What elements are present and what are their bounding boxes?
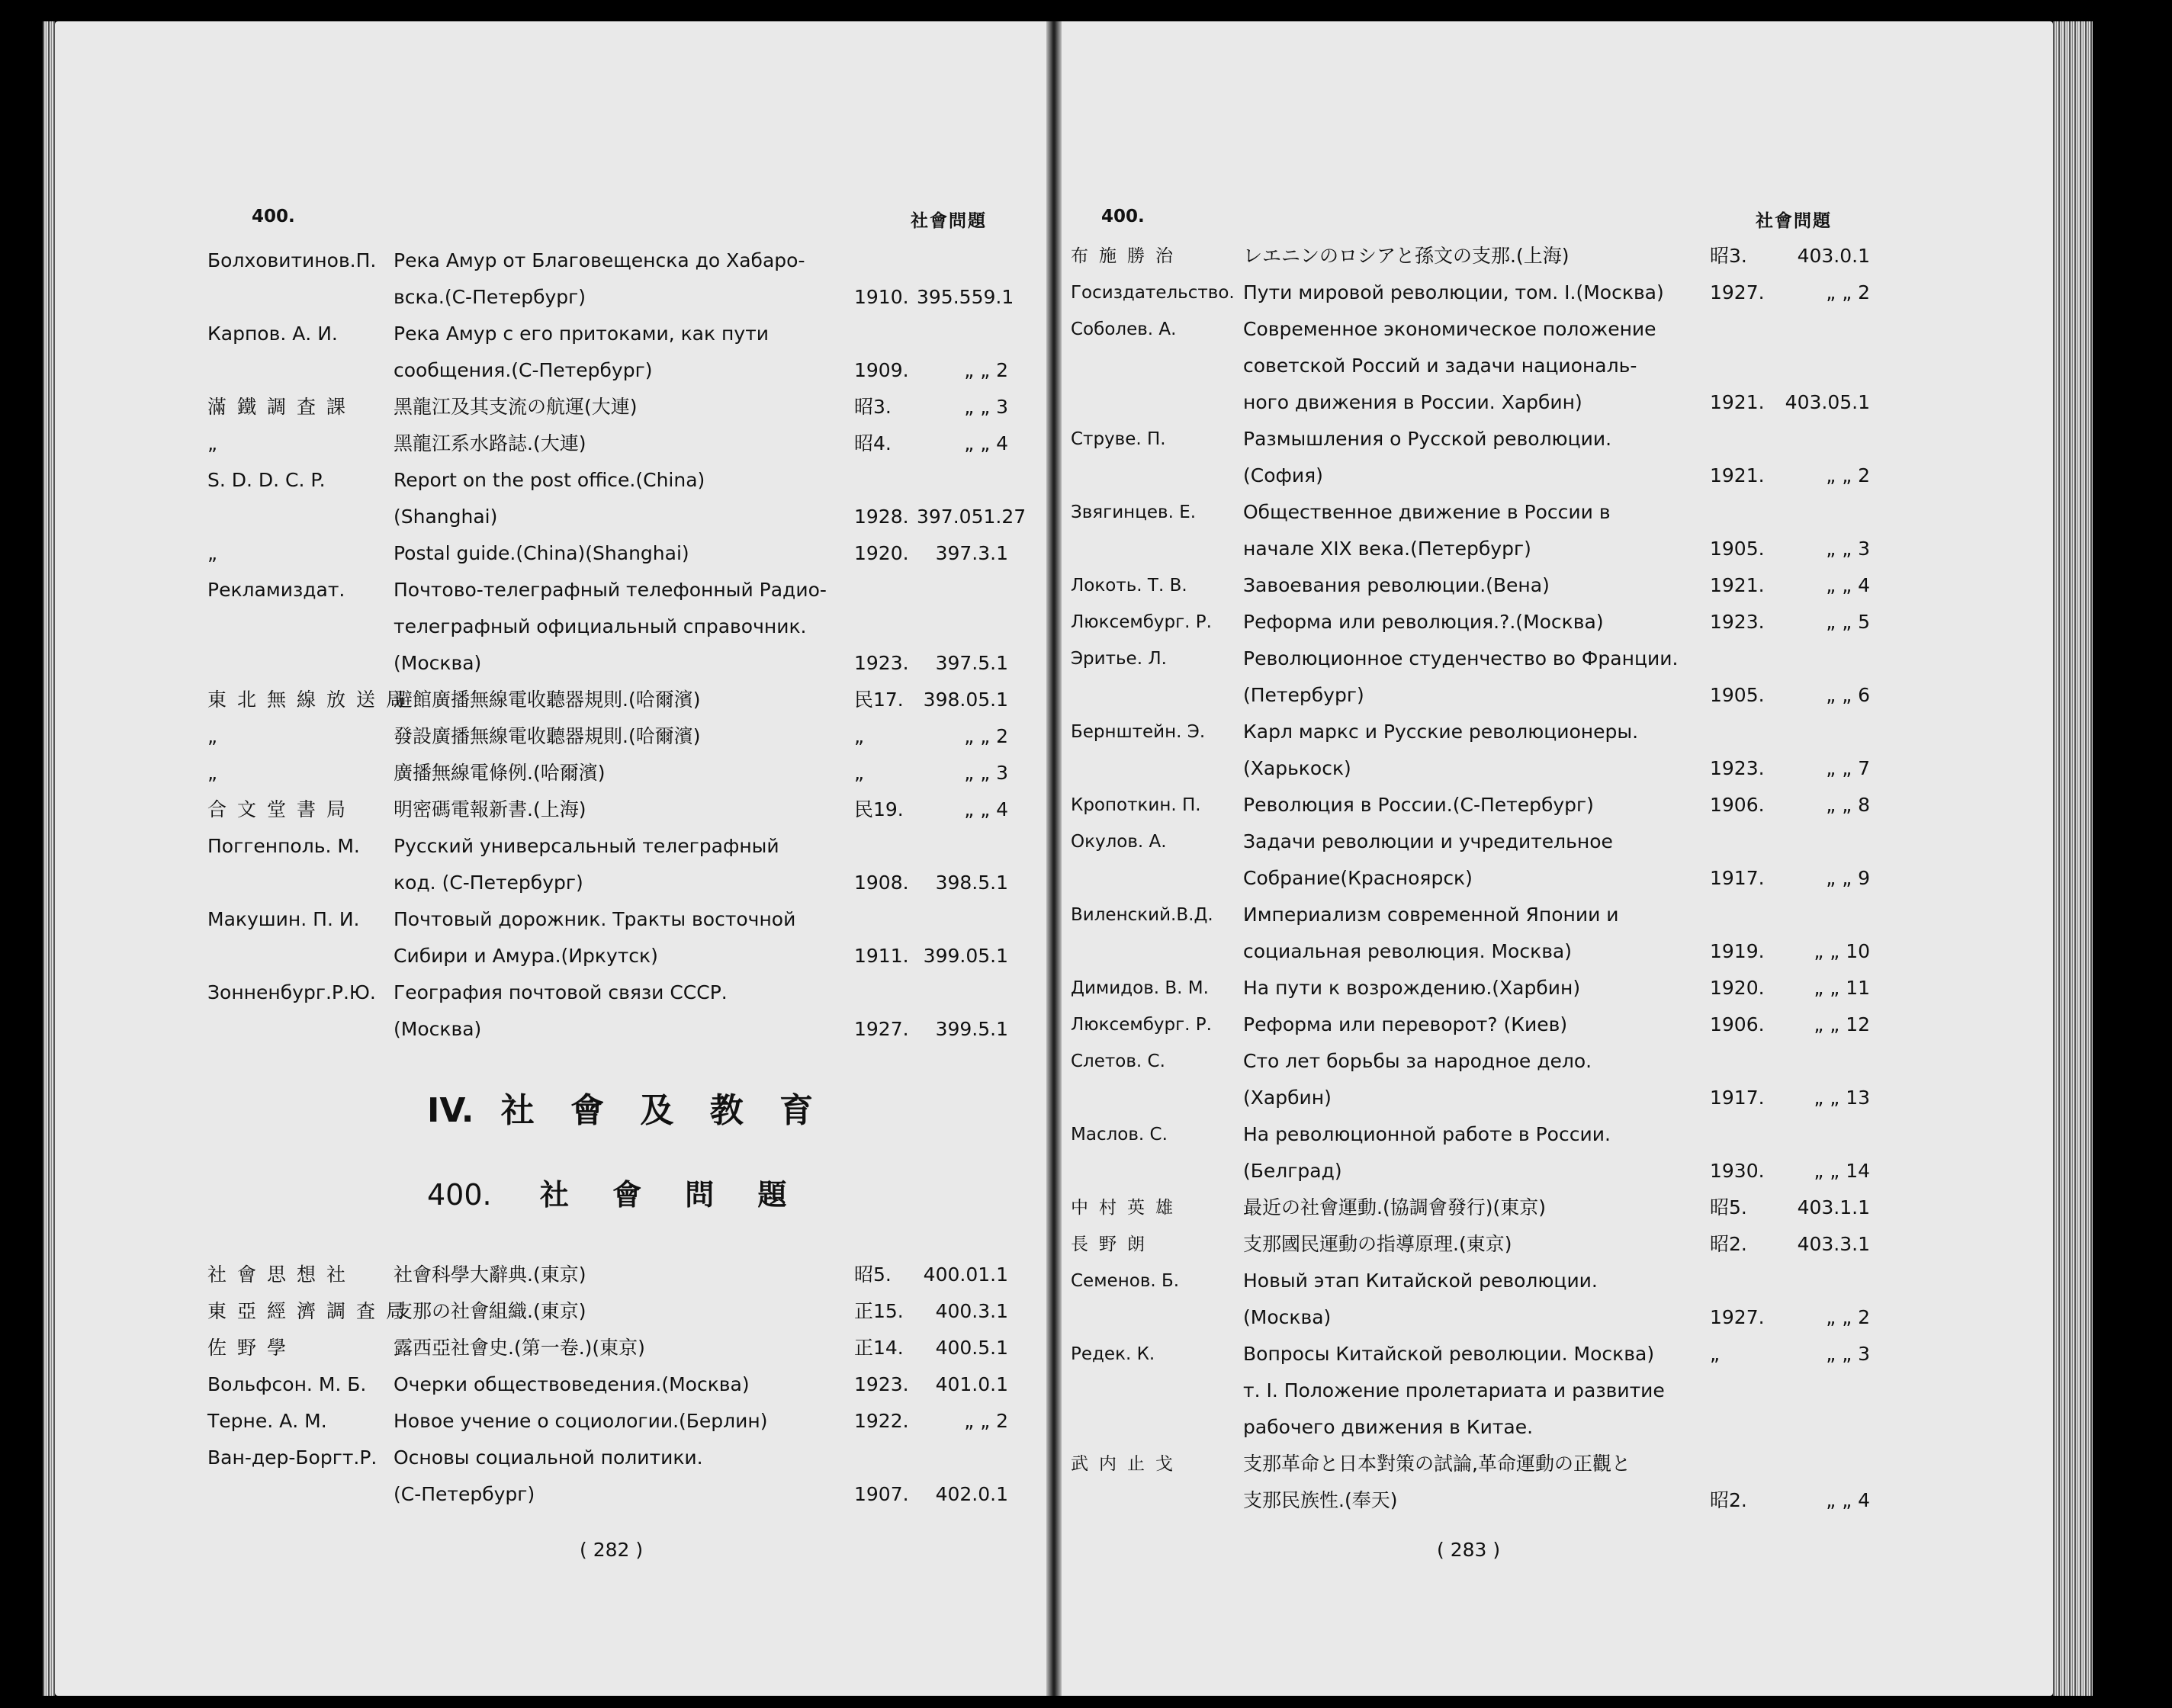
entry-year: 昭5. bbox=[854, 1263, 892, 1286]
entry-year: 1906. bbox=[1710, 794, 1765, 816]
entry-class-number: 401.0.1 bbox=[935, 1373, 1008, 1395]
entry-author: Звягинцев. Е. bbox=[1071, 502, 1197, 522]
entry-class-number: 395.559.1 bbox=[917, 286, 1014, 308]
section-title: 社 會 及 教 育 bbox=[500, 1091, 826, 1130]
entry-year: 昭3. bbox=[854, 396, 892, 418]
entry-class-number: „ „ 2 bbox=[1826, 281, 1870, 303]
entry-row bbox=[1062, 933, 2053, 970]
entry-class-number: „ „ 4 bbox=[1826, 1489, 1870, 1511]
entry-row bbox=[1062, 824, 2053, 860]
entry-title: 支那國民運動の指導原理.(東京) bbox=[1243, 1233, 1512, 1255]
entry-title: Собрание(Красноярск) bbox=[1243, 867, 1473, 889]
entry-title: (С-Петербург) bbox=[394, 1483, 535, 1505]
entry-row bbox=[1062, 970, 2053, 1006]
entry-author: Семенов. Б. bbox=[1071, 1271, 1180, 1291]
entry-class-number: 399.5.1 bbox=[935, 1018, 1008, 1040]
entry-year: 1920. bbox=[854, 542, 909, 564]
entry-row bbox=[55, 682, 1046, 718]
entry-title: レエニンのロシアと孫文の支那.(上海) bbox=[1243, 245, 1570, 267]
entry-row bbox=[55, 718, 1046, 755]
entry-year: 1921. bbox=[1710, 464, 1765, 486]
entry-class-number: „ „ 3 bbox=[1826, 538, 1870, 560]
entry-year: 1923. bbox=[1710, 757, 1765, 779]
entry-row bbox=[55, 1476, 1046, 1513]
entry-row bbox=[1062, 531, 2053, 567]
entry-author: Эритье. Л. bbox=[1071, 649, 1167, 669]
entry-row bbox=[55, 865, 1046, 901]
entry-year: 1920. bbox=[1710, 977, 1765, 999]
entry-year: 1921. bbox=[1710, 391, 1765, 413]
entry-title: Империализм современной Японии и bbox=[1243, 904, 1619, 926]
entry-row bbox=[1062, 1116, 2053, 1153]
entry-class-number: „ „ 11 bbox=[1814, 977, 1870, 999]
right-page bbox=[1062, 21, 2053, 1696]
entry-title: (Москва) bbox=[1243, 1306, 1332, 1328]
entry-title: (Харбин) bbox=[1243, 1087, 1332, 1109]
entry-year: 1927. bbox=[854, 1018, 909, 1040]
right-page-edge bbox=[2053, 21, 2093, 1696]
entry-row bbox=[55, 1330, 1046, 1366]
entry-class-number: 402.0.1 bbox=[935, 1483, 1008, 1505]
entry-year: 正15. bbox=[854, 1300, 904, 1322]
entry-author: Люксембург. Р. bbox=[1071, 612, 1212, 632]
entry-author: Терне. А. М. bbox=[207, 1410, 327, 1432]
entry-author: Вольфсон. М. Б. bbox=[207, 1373, 367, 1395]
entry-year: 1910. bbox=[854, 286, 909, 308]
entry-year: 1905. bbox=[1710, 684, 1765, 706]
section-heading bbox=[427, 1083, 825, 1132]
entry-author: Госиздательство. bbox=[1071, 283, 1235, 303]
entry-row bbox=[1062, 750, 2053, 787]
entry-title: (Петербург) bbox=[1243, 684, 1364, 706]
entry-row bbox=[1062, 1190, 2053, 1226]
entry-author: Редек. К. bbox=[1071, 1344, 1155, 1364]
entry-year: 1919. bbox=[1710, 940, 1765, 962]
entry-author: Поггенполь. М. bbox=[207, 835, 360, 857]
entry-title: (София) bbox=[1243, 464, 1323, 486]
entry-title: ного движения в России. Харбин) bbox=[1243, 391, 1582, 413]
entry-title: 廣播無線電條例.(哈爾濱) bbox=[394, 762, 606, 784]
entry-author: Маслов. С. bbox=[1071, 1125, 1168, 1145]
entry-title: Современное экономическое положение bbox=[1243, 318, 1656, 340]
entry-class-number: 403.3.1 bbox=[1797, 1233, 1870, 1255]
entry-row bbox=[55, 425, 1046, 462]
entry-title: Размышления о Русской революции. bbox=[1243, 428, 1612, 450]
entry-author: Люксембург. Р. bbox=[1071, 1015, 1212, 1035]
entry-row bbox=[1062, 384, 2053, 421]
entry-row bbox=[55, 462, 1046, 499]
entry-row bbox=[1062, 860, 2053, 897]
entry-title: Сто лет борьбы за народное дело. bbox=[1243, 1050, 1592, 1072]
entry-row bbox=[1062, 274, 2053, 311]
entry-title: 社會科學大辭典.(東京) bbox=[394, 1263, 586, 1286]
entry-class-number: 397.5.1 bbox=[935, 652, 1008, 674]
entry-row bbox=[1062, 494, 2053, 531]
entry-author: Рекламиздат. bbox=[207, 579, 345, 601]
entry-class-number: „ „ 4 bbox=[964, 798, 1008, 820]
entry-year: 昭2. bbox=[1710, 1489, 1747, 1511]
entry-author: 長野朗 bbox=[1071, 1234, 1155, 1254]
entry-year: „ bbox=[854, 762, 864, 784]
entry-row bbox=[1062, 787, 2053, 824]
entry-title: код. (С-Петербург) bbox=[394, 872, 583, 894]
entry-class-number: „ „ 14 bbox=[1814, 1160, 1870, 1182]
entry-author: Виленский.В.Д. bbox=[1071, 905, 1213, 925]
entry-title: Новое учение о социологии.(Берлин) bbox=[394, 1410, 768, 1432]
entry-author: 佐野學 bbox=[207, 1337, 297, 1359]
entry-title: Сибири и Амура.(Иркутск) bbox=[394, 945, 658, 967]
entry-title: Задачи революции и учредительное bbox=[1243, 830, 1613, 852]
entry-author: Макушин. П. И. bbox=[207, 908, 360, 930]
entry-class-number: „ „ 5 bbox=[1826, 611, 1870, 633]
entry-title: Почтово-телеграфный телефонный Радио- bbox=[394, 579, 827, 601]
entry-year: 1905. bbox=[1710, 538, 1765, 560]
entry-title: Русский универсальный телеграфный bbox=[394, 835, 779, 857]
entry-title: т. I. Положение пролетариата и развитие bbox=[1243, 1379, 1665, 1401]
entry-row bbox=[55, 279, 1046, 316]
entry-class-number: 403.0.1 bbox=[1797, 245, 1870, 267]
entry-class-number: „ „ 2 bbox=[964, 1410, 1008, 1432]
entry-row bbox=[1062, 1263, 2053, 1299]
entry-author: Бернштейн. Э. bbox=[1071, 722, 1206, 742]
entry-author: „ bbox=[207, 432, 217, 454]
entry-title: 支那革命と日本對策の試論,革命運動の正觀と bbox=[1243, 1453, 1631, 1475]
entry-class-number: „ „ 2 bbox=[1826, 1306, 1870, 1328]
entry-title: Река Амур с его притоками, как пути bbox=[394, 323, 770, 345]
entry-title: (Харькоск) bbox=[1243, 757, 1351, 779]
entry-title: 露西亞社會史.(第一卷.)(東京) bbox=[394, 1337, 645, 1359]
entry-row bbox=[1062, 714, 2053, 750]
entry-author: Ван-дер-Боргт.Р. bbox=[207, 1446, 378, 1469]
entry-year: „ bbox=[854, 725, 864, 747]
subsection-heading bbox=[427, 1171, 804, 1213]
entry-class-number: 398.5.1 bbox=[935, 872, 1008, 894]
entry-year: 1927. bbox=[1710, 1306, 1765, 1328]
entry-row bbox=[55, 352, 1046, 389]
entry-title: Пути мировой революции, том. I.(Москва) bbox=[1243, 281, 1664, 303]
entry-year: „ bbox=[1710, 1343, 1720, 1365]
entry-title: 避館廣播無線電收聽器規則.(哈爾濱) bbox=[394, 689, 701, 711]
entry-row bbox=[55, 499, 1046, 535]
entry-class-number: „ „ 2 bbox=[1826, 464, 1870, 486]
entry-title: Реформа или революция.?.(Москва) bbox=[1243, 611, 1604, 633]
entry-author: 東亞經濟調査局 bbox=[207, 1300, 416, 1322]
entry-class-number: „ „ 7 bbox=[1826, 757, 1870, 779]
entry-author: Зонненбург.Р.Ю. bbox=[207, 981, 376, 1003]
entry-author: Окулов. А. bbox=[1071, 832, 1167, 852]
entry-year: 1928. bbox=[854, 506, 909, 528]
entry-row bbox=[55, 791, 1046, 828]
entry-row bbox=[1062, 311, 2053, 348]
entry-row bbox=[1062, 238, 2053, 274]
entry-row bbox=[1062, 1446, 2053, 1482]
entry-row bbox=[55, 901, 1046, 938]
entry-year: 民19. bbox=[854, 798, 904, 820]
entry-title: (Белград) bbox=[1243, 1160, 1342, 1182]
entry-title: (Москва) bbox=[394, 652, 482, 674]
entry-title: 最近の社會運動.(協調會發行)(東京) bbox=[1243, 1196, 1546, 1218]
entry-title: начале XIX века.(Петербург) bbox=[1243, 538, 1531, 560]
entry-author: Болховитинов.П. bbox=[207, 249, 377, 271]
entry-year: 昭5. bbox=[1710, 1196, 1747, 1218]
running-title: 社會問題 bbox=[1756, 211, 1832, 231]
entry-author: 武内止戈 bbox=[1071, 1454, 1184, 1474]
entry-title: Революционное студенчество во Франции. bbox=[1243, 647, 1679, 669]
entry-class-number: „ „ 10 bbox=[1814, 940, 1870, 962]
entry-title: Новый этап Китайской революции. bbox=[1243, 1270, 1598, 1292]
entry-title: Почтовый дорожник. Тракты восточной bbox=[394, 908, 796, 930]
entry-title: Река Амур от Благовещенска до Хабаро- bbox=[394, 249, 805, 271]
entry-row bbox=[1062, 458, 2053, 494]
entry-year: 1923. bbox=[854, 1373, 909, 1395]
entry-author: 東北無線放送局 bbox=[207, 689, 416, 711]
page-number-header: 400. bbox=[1101, 207, 1145, 226]
entry-title: На пути к возрождению.(Харбин) bbox=[1243, 977, 1581, 999]
entry-title: Карл маркс и Русские революционеры. bbox=[1243, 721, 1639, 743]
entry-row bbox=[55, 1440, 1046, 1476]
entry-year: 1922. bbox=[854, 1410, 909, 1432]
entry-author: 中村英雄 bbox=[1071, 1198, 1184, 1218]
entry-class-number: 398.05.1 bbox=[923, 689, 1008, 711]
entry-author: „ bbox=[207, 542, 217, 564]
entry-row bbox=[55, 645, 1046, 682]
running-title: 社會問題 bbox=[911, 211, 987, 231]
subsection-number: 400. bbox=[427, 1178, 492, 1212]
entry-row bbox=[55, 1366, 1046, 1403]
page-footer: ( 282 ) bbox=[580, 1539, 644, 1561]
entry-author: Слетов. С. bbox=[1071, 1051, 1165, 1071]
entry-row bbox=[1062, 567, 2053, 604]
entry-class-number: 400.5.1 bbox=[935, 1337, 1008, 1359]
entry-row bbox=[55, 828, 1046, 865]
entry-row bbox=[1062, 1409, 2053, 1446]
entry-author: 布施勝治 bbox=[1071, 246, 1184, 266]
entry-row bbox=[1062, 1372, 2053, 1409]
entry-title: вска.(С-Петербург) bbox=[394, 286, 586, 308]
entry-row bbox=[1062, 1336, 2053, 1372]
entry-title: 支那の社會組織.(東京) bbox=[394, 1300, 586, 1322]
entry-row bbox=[55, 608, 1046, 645]
book-gutter bbox=[1046, 21, 1062, 1696]
entry-year: 1923. bbox=[854, 652, 909, 674]
entry-row bbox=[1062, 677, 2053, 714]
entry-title: Postal guide.(China)(Shanghai) bbox=[394, 542, 689, 564]
entry-year: 1921. bbox=[1710, 574, 1765, 596]
entry-row bbox=[1062, 1482, 2053, 1519]
entry-year: 昭4. bbox=[854, 432, 892, 454]
entry-class-number: „ „ 4 bbox=[1826, 574, 1870, 596]
entry-class-number: „ „ 3 bbox=[1826, 1343, 1870, 1365]
entry-title: сообщения.(С-Петербург) bbox=[394, 359, 653, 381]
entry-class-number: 397.051.27 bbox=[917, 506, 1027, 528]
entry-class-number: „ „ 4 bbox=[964, 432, 1008, 454]
entry-title: Основы социальной политики. bbox=[394, 1446, 703, 1469]
entry-title: социальная революция. Москва) bbox=[1243, 940, 1573, 962]
entry-title: рабочего движения в Китае. bbox=[1243, 1416, 1534, 1438]
entry-author: S. D. D. C. P. bbox=[207, 469, 326, 491]
entry-author: Локоть. Т. В. bbox=[1071, 576, 1187, 596]
entry-row bbox=[55, 572, 1046, 608]
entry-year: 1927. bbox=[1710, 281, 1765, 303]
entry-row bbox=[55, 242, 1046, 279]
entry-author: Соболев. А. bbox=[1071, 319, 1177, 339]
entry-title: Очерки обществоведения.(Москва) bbox=[394, 1373, 750, 1395]
entry-row bbox=[1062, 421, 2053, 458]
entry-author: Димидов. В. М. bbox=[1071, 978, 1209, 998]
entry-row bbox=[1062, 1153, 2053, 1190]
entry-row bbox=[55, 974, 1046, 1011]
entry-class-number: 397.3.1 bbox=[935, 542, 1008, 564]
entry-row bbox=[1062, 1006, 2053, 1043]
page-footer: ( 283 ) bbox=[1437, 1539, 1501, 1561]
entry-row bbox=[55, 535, 1046, 572]
entry-row bbox=[55, 316, 1046, 352]
entry-row bbox=[1062, 1299, 2053, 1336]
page-number-header: 400. bbox=[252, 207, 295, 226]
subsection-title: 社 會 問 題 bbox=[539, 1178, 804, 1212]
entry-class-number: 400.01.1 bbox=[923, 1263, 1008, 1286]
entry-author: Струве. П. bbox=[1071, 429, 1166, 449]
entry-title: На революционной работе в России. bbox=[1243, 1123, 1611, 1145]
entry-class-number: „ „ 3 bbox=[964, 396, 1008, 418]
entry-class-number: 403.1.1 bbox=[1797, 1196, 1870, 1218]
entry-row bbox=[55, 1403, 1046, 1440]
entry-row bbox=[1062, 604, 2053, 640]
entry-year: 昭3. bbox=[1710, 245, 1747, 267]
entry-class-number: „ „ 3 bbox=[964, 762, 1008, 784]
entry-title: Революция в России.(С-Петербург) bbox=[1243, 794, 1594, 816]
entry-title: Реформа или переворот? (Киев) bbox=[1243, 1013, 1568, 1035]
entry-year: 1907. bbox=[854, 1483, 909, 1505]
entry-author: 合文堂書局 bbox=[207, 798, 357, 820]
entry-author: 滿鐵調査課 bbox=[207, 396, 357, 418]
entry-title: Завоевания революции.(Вена) bbox=[1243, 574, 1550, 596]
entry-class-number: „ „ 8 bbox=[1826, 794, 1870, 816]
entry-class-number: „ „ 13 bbox=[1814, 1087, 1870, 1109]
entry-year: 1909. bbox=[854, 359, 909, 381]
entry-title: советской Россий и задачи националь- bbox=[1243, 355, 1637, 377]
entry-class-number: „ „ 12 bbox=[1814, 1013, 1870, 1035]
entry-class-number: „ „ 9 bbox=[1826, 867, 1870, 889]
entry-row bbox=[55, 1011, 1046, 1048]
entry-author: „ bbox=[207, 725, 217, 747]
entry-title: География почтовой связи СССР. bbox=[394, 981, 728, 1003]
entry-year: 正14. bbox=[854, 1337, 904, 1359]
entry-title: 發設廣播無線電收聽器規則.(哈爾濱) bbox=[394, 725, 701, 747]
entry-year: 昭2. bbox=[1710, 1233, 1747, 1255]
entry-author: Карпов. А. И. bbox=[207, 323, 338, 345]
entry-row bbox=[1062, 348, 2053, 384]
entry-row bbox=[55, 389, 1046, 425]
entry-row bbox=[55, 1257, 1046, 1293]
entry-row bbox=[1062, 1043, 2053, 1080]
entry-class-number: „ „ 2 bbox=[964, 725, 1008, 747]
entry-title: 支那民族性.(奉天) bbox=[1243, 1489, 1398, 1511]
entry-year: 1917. bbox=[1710, 1087, 1765, 1109]
left-page-edge bbox=[43, 21, 55, 1696]
entry-title: 黑龍江系水路誌.(大連) bbox=[394, 432, 586, 454]
entry-author: 社會思想社 bbox=[207, 1263, 357, 1286]
entry-row bbox=[1062, 640, 2053, 677]
entry-year: 1923. bbox=[1710, 611, 1765, 633]
entry-title: телеграфный официальный справочник. bbox=[394, 615, 807, 637]
entry-class-number: 399.05.1 bbox=[923, 945, 1008, 967]
entry-author: Кропоткин. П. bbox=[1071, 795, 1201, 815]
entry-class-number: „ „ 6 bbox=[1826, 684, 1870, 706]
entry-year: 1908. bbox=[854, 872, 909, 894]
entry-author: „ bbox=[207, 762, 217, 784]
entry-title: Общественное движение в России в bbox=[1243, 501, 1611, 523]
entry-title: 明密碼電報新書.(上海) bbox=[394, 798, 586, 820]
section-numeral: IV. bbox=[427, 1091, 474, 1130]
entry-class-number: 403.05.1 bbox=[1785, 391, 1870, 413]
entry-year: 1917. bbox=[1710, 867, 1765, 889]
entry-year: 1906. bbox=[1710, 1013, 1765, 1035]
entry-row bbox=[1062, 1080, 2053, 1116]
entry-year: 民17. bbox=[854, 689, 904, 711]
entry-year: 1930. bbox=[1710, 1160, 1765, 1182]
entry-title: Report on the post office.(China) bbox=[394, 469, 705, 491]
entry-row bbox=[55, 938, 1046, 974]
entry-title: (Shanghai) bbox=[394, 506, 498, 528]
entry-title: 黑龍江及其支流の航運(大連) bbox=[394, 396, 638, 418]
entry-class-number: „ „ 2 bbox=[964, 359, 1008, 381]
entry-title: (Москва) bbox=[394, 1018, 482, 1040]
left-page bbox=[55, 21, 1046, 1696]
entry-row bbox=[55, 1293, 1046, 1330]
entry-title: Вопросы Китайской революции. Москва) bbox=[1243, 1343, 1655, 1365]
entry-class-number: 400.3.1 bbox=[935, 1300, 1008, 1322]
entry-year: 1911. bbox=[854, 945, 909, 967]
entry-row bbox=[1062, 897, 2053, 933]
entry-row bbox=[55, 755, 1046, 791]
entry-row bbox=[1062, 1226, 2053, 1263]
